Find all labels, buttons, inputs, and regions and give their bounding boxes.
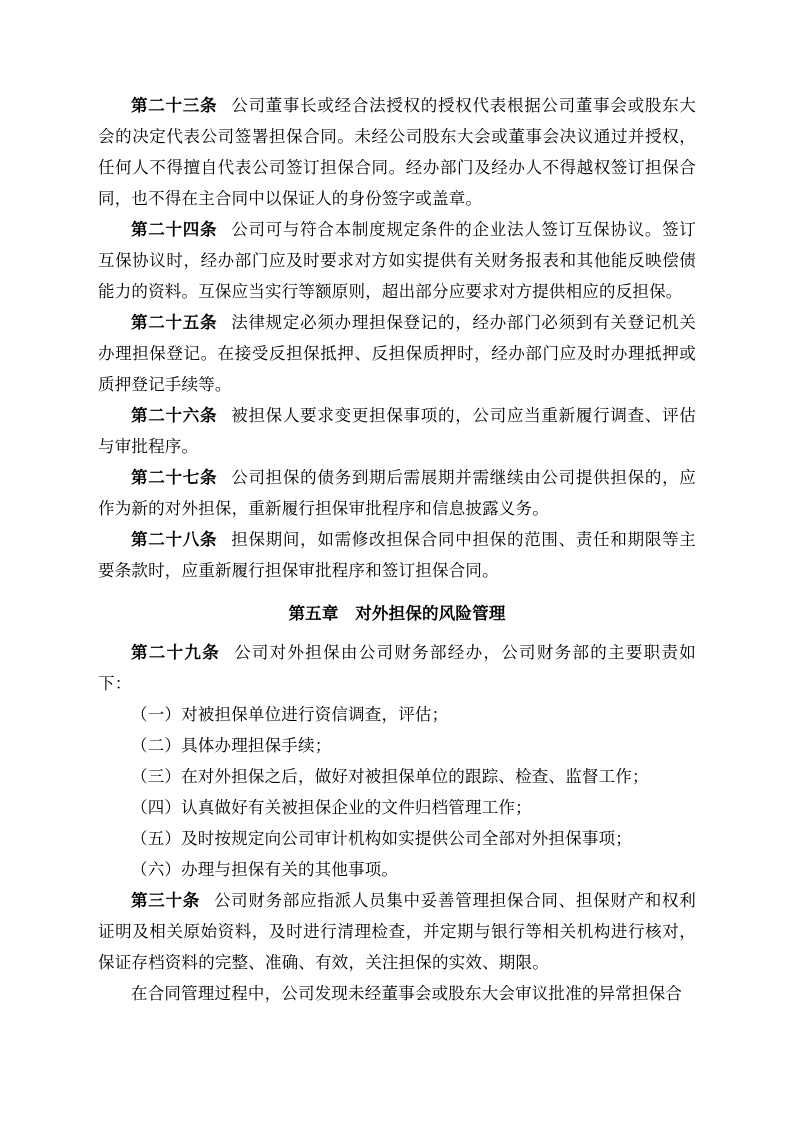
duty-item-4: （四）认真做好有关被担保企业的文件归档管理工作；: [131, 798, 532, 817]
chapter-5-heading: 第五章 对外担保的风险管理: [288, 604, 506, 623]
article-28-paragraph: [98, 524, 696, 586]
article-30-paragraph: [98, 885, 696, 978]
article-29-paragraph: [98, 637, 696, 699]
article-24-number: 第二十四条: [131, 220, 218, 239]
duty-item-1: （一）对被担保单位进行资信调查，评估；: [131, 705, 449, 724]
duty-item-3: （三）在对外担保之后，做好对被担保单位的跟踪、检查、监督工作；: [131, 767, 649, 786]
article-25-text: 法律规定必须办理担保登记的，经办部门必须到有关登记机关办理担保登记。在接受反担保抵押、反担保质押时，经办部门应及时办理抵押或质押登记手续等。: [98, 313, 697, 394]
article-27-paragraph: [98, 462, 696, 524]
article-29-text: 公司对外担保由公司财务部经办，公司财务部的主要职责如下：: [98, 643, 696, 693]
duty-item-5: （五）及时按规定向公司审计机构如实提供公司全部对外担保事项；: [131, 829, 632, 848]
article-24-text: 公司可与符合本制度规定条件的企业法人签订互保协议。签订互保协议时，经办部门应及时要求对方如实提供有关财务报表和其他能反映偿债能力的资料。互保应当实行等额原则，超出部分应要求对方提供相应的反担保。: [98, 220, 697, 301]
article-30-text: 公司财务部应指派人员集中妥善管理担保合同、担保财产和权利证明及相关原始资料，及时进行清理检查，并定期与银行等相关机构进行核对，保证存档资料的完整、准确、有效，关注担保的实效、期限。: [98, 891, 696, 972]
article-25-number: 第二十五条: [131, 313, 218, 332]
article-28-text: 担保期间，如需修改担保合同中担保的范围、责任和期限等主要条款时，应重新履行担保审批程序和签订担保合同。: [98, 530, 697, 580]
article-25-paragraph: [98, 307, 696, 400]
article-29-number: 第二十九条: [131, 643, 221, 662]
closing-paragraph: 在合同管理过程中，公司发现未经董事会或股东大会审议批准的异常担保合: [131, 984, 683, 1003]
article-26-text: 被担保人要求变更担保事项的，公司应当重新履行调查、评估与审批程序。: [98, 406, 697, 456]
article-27-number: 第二十七条: [131, 468, 218, 487]
article-26-number: 第二十六条: [131, 406, 218, 425]
article-28-number: 第二十八条: [131, 530, 218, 549]
article-24-paragraph: [98, 214, 696, 307]
article-26-paragraph: [98, 400, 696, 462]
article-30-number: 第三十条: [131, 891, 200, 910]
article-23-paragraph: [98, 90, 696, 214]
duty-item-2: （二）具体办理担保手续；: [131, 736, 332, 755]
duty-item-6: （六）办理与担保有关的其他事项。: [131, 860, 399, 879]
article-23-number: 第二十三条: [131, 96, 218, 115]
article-27-text: 公司担保的债务到期后需展期并需继续由公司提供担保的，应作为新的对外担保，重新履行担保审批程序和信息披露义务。: [98, 468, 697, 518]
article-23-text: 公司董事长或经合法授权的授权代表根据公司董事会或股东大会的决定代表公司签署担保合同。未经公司股东大会或董事会决议通过并授权，任何人不得擅自代表公司签订担保合同。经办部门及经办人不得越权签订担保合同，也不得在主合同中以保证人的身份签字或盖章。: [98, 96, 697, 208]
